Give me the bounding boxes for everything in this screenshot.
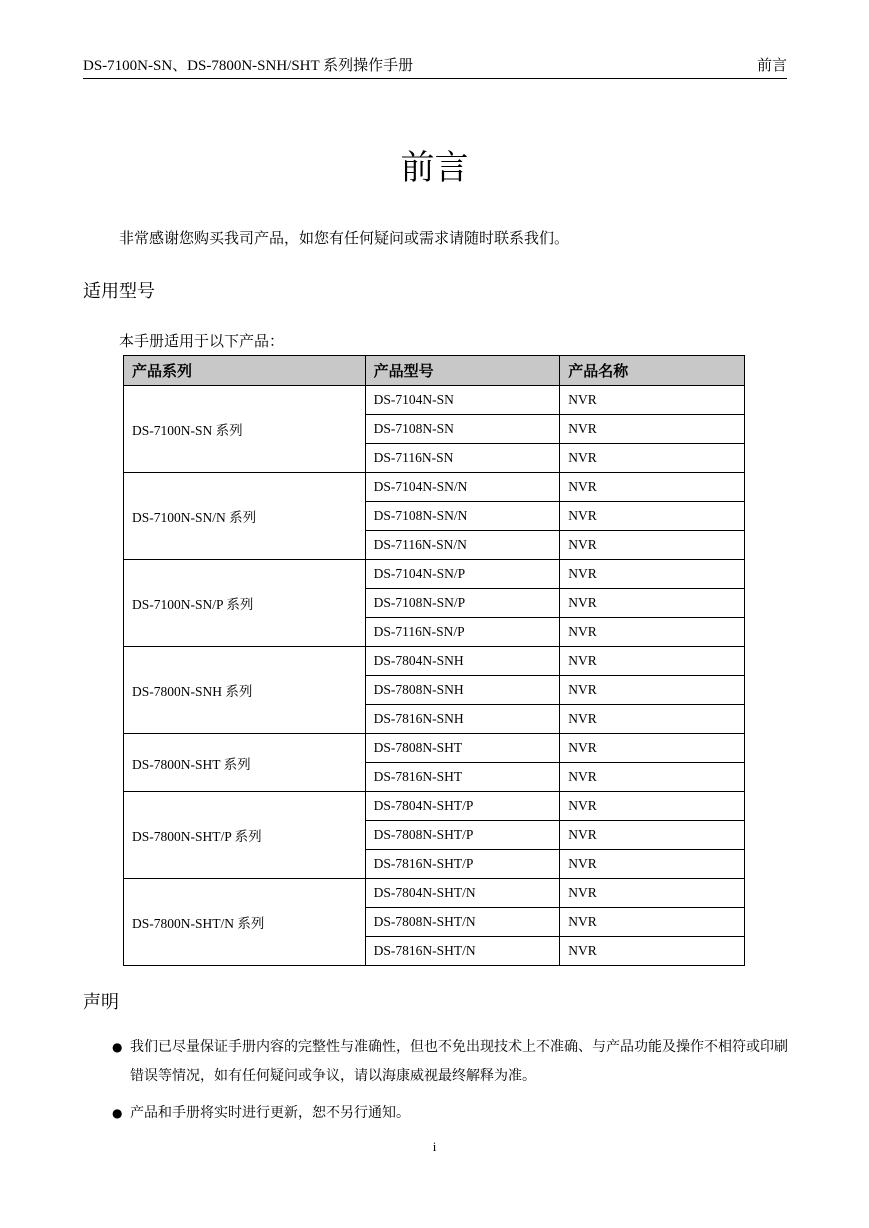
series-cell: DS-7800N-SHT/P 系列 bbox=[124, 792, 366, 879]
model-cell: DS-7804N-SNH bbox=[365, 647, 560, 676]
models-table-body bbox=[124, 386, 745, 966]
table-row bbox=[124, 879, 745, 908]
model-cell: DS-7108N-SN/P bbox=[365, 589, 560, 618]
model-cell: DS-7116N-SN/P bbox=[365, 618, 560, 647]
series-cell: DS-7100N-SN/P 系列 bbox=[124, 560, 366, 647]
model-cell: DS-7108N-SN/N bbox=[365, 502, 560, 531]
product-name-cell: NVR bbox=[560, 705, 745, 734]
model-cell: DS-7804N-SHT/P bbox=[365, 792, 560, 821]
column-header-name: 产品名称 bbox=[560, 356, 745, 386]
model-cell: DS-7816N-SHT bbox=[365, 763, 560, 792]
product-name-cell: NVR bbox=[560, 850, 745, 879]
model-cell: DS-7116N-SN/N bbox=[365, 531, 560, 560]
product-name-cell: NVR bbox=[560, 502, 745, 531]
series-cell: DS-7800N-SNH 系列 bbox=[124, 647, 366, 734]
list-item bbox=[112, 1099, 792, 1128]
models-heading: 适用型号 bbox=[83, 281, 155, 302]
header-title: DS-7100N-SN、DS-7800N-SNH/SHT 系列操作手册 bbox=[83, 58, 414, 74]
product-name-cell: NVR bbox=[560, 937, 745, 966]
table-header-row bbox=[124, 356, 745, 386]
column-header-series: 产品系列 bbox=[124, 356, 366, 386]
model-cell: DS-7816N-SHT/N bbox=[365, 937, 560, 966]
bullet-icon: ● bbox=[112, 1040, 123, 1054]
product-name-cell: NVR bbox=[560, 415, 745, 444]
model-cell: DS-7804N-SHT/N bbox=[365, 879, 560, 908]
model-cell: DS-7808N-SHT/P bbox=[365, 821, 560, 850]
table-row bbox=[124, 473, 745, 502]
product-name-cell: NVR bbox=[560, 879, 745, 908]
header-rule bbox=[83, 78, 787, 79]
product-name-cell: NVR bbox=[560, 676, 745, 705]
list-item-text: 我们已尽量保证手册内容的完整性与准确性，但也不免出现技术上不准确、与产品功能及操作不相符或印刷错误等情况，如有任何疑问或争议，请以海康威视最终解释为准。 bbox=[130, 1040, 788, 1084]
header-section: 前言 bbox=[756, 58, 787, 74]
model-cell: DS-7816N-SNH bbox=[365, 705, 560, 734]
model-cell: DS-7104N-SN bbox=[365, 386, 560, 415]
page-number: i bbox=[432, 1139, 437, 1154]
model-cell: DS-7808N-SNH bbox=[365, 676, 560, 705]
product-name-cell: NVR bbox=[560, 386, 745, 415]
product-name-cell: NVR bbox=[560, 792, 745, 821]
product-name-cell: NVR bbox=[560, 560, 745, 589]
series-cell: DS-7100N-SN/N 系列 bbox=[124, 473, 366, 560]
table-row bbox=[124, 792, 745, 821]
product-name-cell: NVR bbox=[560, 444, 745, 473]
table-row bbox=[124, 647, 745, 676]
bullet-icon: ● bbox=[112, 1106, 123, 1120]
product-name-cell: NVR bbox=[560, 908, 745, 937]
series-cell: DS-7100N-SN 系列 bbox=[124, 386, 366, 473]
models-table bbox=[123, 355, 745, 966]
model-cell: DS-7816N-SHT/P bbox=[365, 850, 560, 879]
declaration-heading: 声明 bbox=[83, 992, 119, 1013]
model-cell: DS-7808N-SHT bbox=[365, 734, 560, 763]
page-title: 前言 bbox=[400, 148, 469, 188]
table-row bbox=[124, 386, 745, 415]
column-header-model: 产品型号 bbox=[365, 356, 560, 386]
models-lead: 本手册适用于以下产品： bbox=[119, 334, 285, 350]
list-item bbox=[112, 1033, 792, 1091]
table-row bbox=[124, 734, 745, 763]
series-cell: DS-7800N-SHT 系列 bbox=[124, 734, 366, 792]
product-name-cell: NVR bbox=[560, 618, 745, 647]
product-name-cell: NVR bbox=[560, 473, 745, 502]
series-cell: DS-7800N-SHT/N 系列 bbox=[124, 879, 366, 966]
list-item-text: 产品和手册将实时进行更新，恕不另行通知。 bbox=[130, 1106, 410, 1121]
model-cell: DS-7104N-SN/N bbox=[365, 473, 560, 502]
product-name-cell: NVR bbox=[560, 589, 745, 618]
intro-text: 非常感谢您购买我司产品，如您有任何疑问或需求请随时联系我们。 bbox=[119, 231, 570, 247]
product-name-cell: NVR bbox=[560, 821, 745, 850]
product-name-cell: NVR bbox=[560, 734, 745, 763]
model-cell: DS-7116N-SN bbox=[365, 444, 560, 473]
product-name-cell: NVR bbox=[560, 763, 745, 792]
declaration-list bbox=[112, 1033, 792, 1136]
model-cell: DS-7104N-SN/P bbox=[365, 560, 560, 589]
table-row bbox=[124, 560, 745, 589]
product-name-cell: NVR bbox=[560, 647, 745, 676]
product-name-cell: NVR bbox=[560, 531, 745, 560]
model-cell: DS-7108N-SN bbox=[365, 415, 560, 444]
model-cell: DS-7808N-SHT/N bbox=[365, 908, 560, 937]
